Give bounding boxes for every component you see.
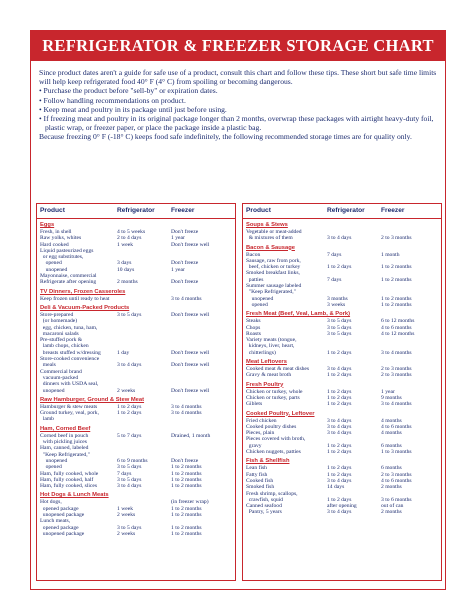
product-cell: macaroni salads — [40, 330, 79, 337]
product-cell: Ground turkey, veal, pork, — [40, 410, 99, 417]
product-cell: Summer sausage labeled — [246, 283, 302, 290]
freezer-cell: 4 to 6 months — [381, 477, 412, 484]
product-cell: Store-cooked convenience — [40, 356, 100, 363]
section-title: Eggs — [40, 222, 55, 228]
product-cell: Corned beef in pouch — [40, 432, 89, 439]
product-cell: Fried chicken — [246, 417, 277, 424]
freezer-cell: out of can — [381, 503, 404, 510]
section-title: Fish & Shellfish — [246, 458, 290, 465]
section-title: Raw Hamburger, Ground & Stew Meat — [40, 396, 145, 403]
refrigerator-cell: 1 to 2 days — [327, 388, 352, 395]
freezer-cell: 6 months — [381, 442, 402, 449]
freezer-cell: 1 month — [381, 251, 400, 258]
product-cell: Steaks — [246, 318, 261, 325]
refrigerator-cell: 1 to 2 days — [327, 465, 352, 472]
product-cell: Ham, fully cooked, whole — [40, 470, 99, 477]
refrigerator-cell: 3 to 4 days — [327, 417, 352, 424]
product-cell: Mayonnaise, commercial — [40, 273, 97, 280]
product-cell: Pieces, plain — [246, 430, 275, 437]
refrigerator-cell: 4 to 5 weeks — [117, 229, 146, 235]
freezer-cell: 2 to 3 months — [381, 366, 412, 373]
chart-title: REFRIGERATOR & FREEZER STORAGE CHART — [31, 31, 445, 61]
product-cell: or egg substitutes, — [40, 254, 84, 261]
refrigerator-cell: 2 weeks — [117, 387, 136, 394]
freezer-cell: 1 year — [171, 266, 185, 273]
freezer-cell: 1 to 2 months — [171, 511, 202, 518]
freezer-cell: 3 to 4 months — [171, 295, 202, 302]
freezer-cell: 1 to 3 months — [381, 449, 412, 456]
product-cell: Roasts — [246, 330, 261, 337]
tip-item: • Keep meat and poultry in its package until just before using. — [39, 104, 227, 114]
product-cell: Chicken or turkey, whole — [246, 388, 303, 395]
product-cell: opened package — [40, 524, 79, 531]
header-refrigerator: Refrigerator — [117, 207, 155, 214]
product-cell: egg, chicken, tuna, ham, — [40, 324, 98, 331]
freezer-cell: 1 to 2 months — [171, 470, 202, 477]
freezer-cell: 2 to 3 months — [381, 372, 412, 379]
product-cell: Chicken or turkey, parts — [246, 394, 300, 401]
freezer-cell: Don't freeze — [171, 260, 199, 267]
section-title: Bacon & Sausage — [246, 244, 295, 251]
refrigerator-cell: 1 to 2 days — [327, 394, 352, 401]
right-table — [242, 203, 442, 581]
product-cell: Lean fish — [246, 465, 267, 472]
freezer-cell: 4 to 12 months — [381, 330, 415, 337]
product-cell: & mixtures of them — [246, 235, 293, 242]
refrigerator-cell: 3 to 4 days — [327, 430, 352, 437]
freezer-cell: 1 to 2 months — [381, 295, 412, 302]
refrigerator-cell: 7 days — [327, 276, 342, 283]
freezer-cell: (in freezer wrap) — [171, 499, 209, 506]
product-cell: patties — [246, 276, 264, 283]
table-row — [243, 509, 441, 515]
product-cell: Chicken nuggets, patties — [246, 449, 301, 456]
product-cell: Keep frozen until ready to heat — [40, 295, 110, 302]
table-row — [37, 279, 235, 285]
section-title: Deli & Vacuum-Packed Products — [40, 304, 130, 311]
refrigerator-cell: 1 week — [117, 505, 133, 512]
product-cell: "Keep Refrigerated," — [40, 451, 90, 458]
table-row — [37, 416, 235, 422]
freezer-cell: 3 to 6 months — [381, 496, 412, 503]
table-row — [243, 235, 441, 241]
product-cell: Cooked fish — [246, 477, 274, 484]
section-title: Hot Dogs & Lunch Meats — [40, 492, 109, 499]
product-cell: chitterlings) — [246, 349, 276, 356]
product-cell: Cooked meat & meat dishes — [246, 366, 310, 373]
product-cell: Smoked fish — [246, 484, 275, 491]
product-cell: Hard cooked — [40, 241, 69, 248]
refrigerator-cell: 3 to 4 days — [327, 509, 352, 516]
freezer-cell: Don't freeze — [171, 279, 199, 286]
product-cell: Pre-stuffed pork & — [40, 337, 83, 344]
refrigerator-cell: 1 day — [117, 349, 130, 356]
refrigerator-cell: 3 to 5 days — [117, 311, 142, 318]
freezer-cell: 2 to 3 months — [381, 471, 412, 478]
product-cell: Bacon — [246, 251, 261, 258]
product-cell: Giblets — [246, 401, 263, 408]
freezer-cell: 2 to 3 months — [381, 235, 412, 242]
section-title: Fresh Poultry — [246, 381, 284, 388]
product-cell: gravy — [246, 442, 262, 449]
freezer-cell: Don't freeze well — [171, 349, 210, 356]
product-cell: Ham, canned, labeled — [40, 445, 89, 452]
product-cell: Raw yolks, whites — [40, 235, 82, 242]
refrigerator-cell: 3 days — [117, 260, 132, 267]
refrigerator-cell: after opening — [327, 503, 357, 510]
header-product: Product — [246, 207, 271, 214]
table-row — [37, 483, 235, 489]
product-cell: Fresh, in shell — [40, 229, 72, 235]
refrigerator-cell: 6 to 9 months — [117, 457, 148, 464]
freezing-note: Because freezing 0° F (-18° C) keeps food safe indefinitely, the following recommended storage times are for quality only. — [39, 132, 412, 142]
product-cell: Gravy & meat broth — [246, 372, 292, 379]
refrigerator-cell: 3 to 5 days — [117, 524, 142, 531]
refrigerator-cell: 3 to 5 days — [327, 330, 352, 337]
refrigerator-cell: 7 days — [117, 470, 132, 477]
tips-list — [39, 86, 437, 132]
product-cell: Smoked breakfast links, — [246, 270, 300, 277]
refrigerator-cell: 1 to 2 days — [327, 449, 352, 456]
product-cell: Variety meats (tongue, — [246, 337, 297, 344]
table-row — [37, 388, 235, 394]
freezer-cell: 1 to 2 months — [171, 524, 202, 531]
section-title: Ham, Corned Beef — [40, 425, 91, 432]
refrigerator-cell: 1 to 2 days — [327, 442, 352, 449]
freezer-cell: Don't freeze well — [171, 387, 210, 394]
section-title: Cooked Poultry, Leftover — [246, 410, 315, 417]
product-cell: Hamburger & stew meats — [40, 403, 98, 410]
product-cell: with pickling juices — [40, 439, 87, 446]
freezer-cell: 1 to 2 months — [171, 476, 202, 483]
product-cell: Ham, fully cooked, slices — [40, 483, 98, 490]
freezer-cell: 2 months — [381, 509, 402, 516]
product-cell: Store-prepared — [40, 311, 74, 318]
product-cell: dinners with USDA seal, — [40, 381, 99, 388]
table-row — [243, 401, 441, 407]
product-cell: beef, chicken or turkey — [246, 264, 301, 271]
product-cell: kidneys, liver, heart, — [246, 343, 295, 350]
header-freezer: Freezer — [381, 207, 405, 214]
freezer-cell: 6 to 12 months — [381, 318, 415, 325]
product-cell: opened — [246, 301, 268, 308]
refrigerator-cell: 2 weeks — [117, 530, 136, 537]
freezer-cell: 9 months — [381, 394, 402, 401]
freezer-cell: 1 to 2 months — [381, 301, 412, 308]
freezer-cell: Don't freeze well — [171, 311, 210, 318]
product-cell: meals — [40, 362, 56, 369]
refrigerator-cell: 3 to 4 days — [327, 235, 352, 242]
product-cell: Fresh shrimp, scallops, — [246, 490, 298, 497]
product-cell: breasts stuffed w/dressing — [40, 349, 101, 356]
refrigerator-cell: 3 to 5 days — [117, 464, 142, 471]
refrigerator-cell: 3 to 5 days — [327, 318, 352, 325]
product-cell: Refrigerate after opening — [40, 279, 97, 286]
refrigerator-cell: 10 days — [117, 266, 135, 273]
product-cell: unopened package — [40, 511, 85, 518]
freezer-cell: 1 year — [381, 388, 395, 395]
freezer-cell: 1 to 2 months — [171, 505, 202, 512]
refrigerator-cell: 1 to 2 days — [327, 349, 352, 356]
product-cell: Vegetable or meat-added — [246, 229, 302, 235]
freezer-cell: Don't freeze — [171, 457, 199, 464]
left-table-body — [37, 222, 235, 537]
chart-frame — [30, 30, 446, 590]
freezer-cell: Don't freeze — [171, 229, 199, 235]
refrigerator-cell: 1 to 2 days — [327, 264, 352, 271]
freezer-cell: 4 to 6 months — [381, 324, 412, 331]
refrigerator-cell: 1 to 2 days — [327, 471, 352, 478]
freezer-cell: 6 months — [381, 465, 402, 472]
table-row — [243, 302, 441, 308]
intro-text — [39, 68, 437, 142]
left-table — [36, 203, 236, 581]
refrigerator-cell: 1 week — [117, 241, 133, 248]
refrigerator-cell: 3 to 5 days — [117, 476, 142, 483]
product-cell: Chops — [246, 324, 261, 331]
product-cell: Pieces covered with broth, — [246, 436, 306, 443]
product-cell: unopened — [40, 387, 65, 394]
product-cell: opened — [40, 260, 62, 267]
freezer-cell: 3 to 4 months — [171, 410, 202, 417]
section-title: TV Dinners, Frozen Casseroles — [40, 288, 126, 295]
refrigerator-cell: 3 months — [327, 295, 348, 302]
freezer-cell: 1 year — [171, 235, 185, 242]
product-cell: Cooked poultry dishes — [246, 423, 297, 430]
product-cell: vacuum-packed — [40, 374, 79, 381]
product-cell: (or homemade) — [40, 318, 78, 325]
tip-item: • If freezing meat and poultry in its original package longer than 2 months, overwrap these packages with airtight heavy-duty foil, plastic wrap, or freezer paper, or place the package inside a plastic bag. — [39, 114, 434, 133]
section-title: Fresh Meat (Beef, Veal, Lamb, & Pork) — [246, 311, 351, 318]
section-title: Meat Leftovers — [246, 359, 287, 366]
table-row — [243, 372, 441, 378]
refrigerator-cell: 1 to 2 days — [117, 410, 142, 417]
refrigerator-cell: 3 to 4 days — [327, 423, 352, 430]
product-cell: unopened package — [40, 530, 85, 537]
freezer-cell: 1 to 2 months — [381, 276, 412, 283]
product-cell: lamb — [40, 416, 54, 423]
freezer-cell: Drained, 1 month — [171, 432, 211, 439]
table-header — [243, 204, 441, 219]
refrigerator-cell: 3 to 4 days — [327, 477, 352, 484]
refrigerator-cell: 3 to 5 days — [327, 324, 352, 331]
freezer-cell: Don't freeze well — [171, 362, 210, 369]
intro-paragraph: Since product dates aren't a guide for safe use of a product, consult this chart and follow these tips. These short but safe time limits will help keep refrigerated food 40° F (4° C) from spoiling or becoming dangerous. — [39, 68, 437, 87]
freezer-cell: 4 to 6 months — [381, 423, 412, 430]
table-row — [37, 296, 235, 302]
refrigerator-cell: 3 to 4 days — [117, 483, 142, 490]
refrigerator-cell: 3 to 4 days — [117, 362, 142, 369]
product-cell: "Keep Refrigerated," — [246, 289, 296, 296]
table-row — [243, 449, 441, 455]
freezer-cell: Don't freeze well — [171, 241, 210, 248]
product-cell: lamb chops, chicken — [40, 343, 89, 350]
freezer-cell: 3 to 4 months — [171, 403, 202, 410]
product-cell: crawfish, squid — [246, 496, 283, 503]
refrigerator-cell: 1 to 2 days — [327, 372, 352, 379]
product-cell: unopened — [246, 295, 274, 302]
table-row — [37, 531, 235, 537]
refrigerator-cell: 1 to 2 days — [117, 403, 142, 410]
refrigerator-cell: 5 to 7 days — [117, 432, 142, 439]
product-cell: opened — [40, 464, 62, 471]
freezer-cell: 4 months — [381, 417, 402, 424]
header-freezer: Freezer — [171, 207, 195, 214]
freezer-cell: 1 to 2 months — [171, 464, 202, 471]
section-title: Soups & Stews — [246, 222, 288, 228]
freezer-cell: 3 to 4 months — [381, 349, 412, 356]
freezer-cell: 1 to 2 months — [171, 530, 202, 537]
freezer-cell: 1 to 2 months — [381, 264, 412, 271]
refrigerator-cell: 3 to 4 days — [327, 366, 352, 373]
product-cell: Sausage, raw from pork, — [246, 257, 301, 264]
refrigerator-cell: 2 to 4 days — [117, 235, 142, 242]
refrigerator-cell: 1 to 2 days — [327, 496, 352, 503]
product-cell: Hot dogs, — [40, 499, 62, 506]
refrigerator-cell: 7 days — [327, 251, 342, 258]
freezer-cell: 3 to 4 months — [381, 401, 412, 408]
header-product: Product — [40, 207, 65, 214]
product-cell: unopened — [40, 457, 68, 464]
freezer-cell: 2 months — [381, 484, 402, 491]
product-cell: opened package — [40, 505, 79, 512]
product-cell: Commercial brand — [40, 368, 82, 375]
freezer-cell: 4 months — [381, 430, 402, 437]
refrigerator-cell: 2 months — [117, 279, 138, 286]
refrigerator-cell: 2 weeks — [117, 511, 136, 518]
tip-item: • Purchase the product before "sell-by" or expiration dates. — [39, 86, 218, 96]
table-header — [37, 204, 235, 219]
header-refrigerator: Refrigerator — [327, 207, 365, 214]
refrigerator-cell: 3 weeks — [327, 301, 346, 308]
refrigerator-cell: 14 days — [327, 484, 345, 491]
product-cell: Lunch meats, — [40, 518, 71, 525]
tip-item: • Follow handling recommendations on product. — [39, 95, 186, 105]
right-table-body — [243, 222, 441, 516]
product-cell: Liquid pasteurized eggs — [40, 247, 94, 254]
product-cell: Canned seafood — [246, 503, 282, 510]
freezer-cell: 1 to 2 months — [171, 483, 202, 490]
refrigerator-cell: 1 to 2 days — [327, 401, 352, 408]
product-cell: unopened — [40, 266, 68, 273]
product-cell: Pantry, 5 years — [246, 509, 282, 516]
product-cell: Ham, fully cooked, half — [40, 476, 94, 483]
product-cell: Fatty fish — [246, 471, 268, 478]
table-row — [243, 350, 441, 356]
